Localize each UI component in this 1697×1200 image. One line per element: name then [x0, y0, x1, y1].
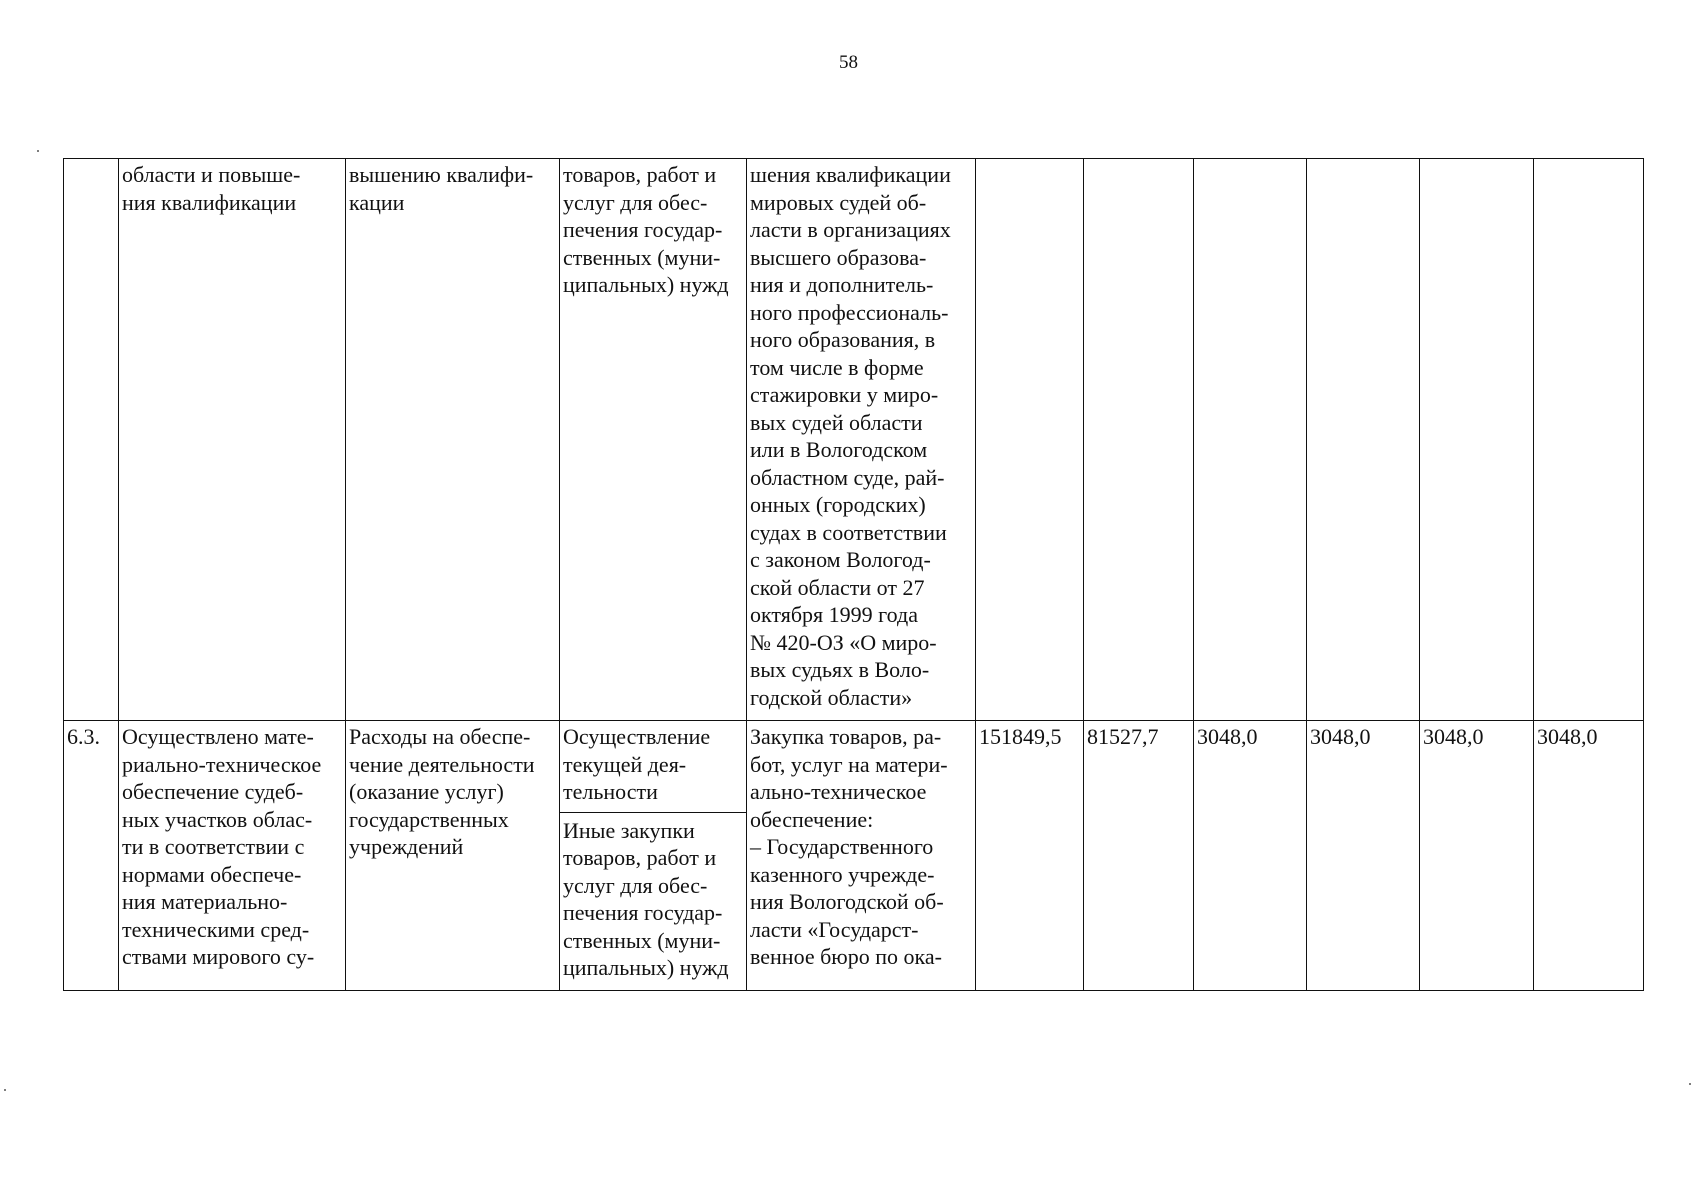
table-row [64, 721, 1644, 991]
value-cell: 81527,7 [1084, 721, 1194, 991]
expense-type-cell: Расходы на обеспе- чение деятельности (оказание услуг) государственных учреждений [346, 721, 560, 991]
activity-cell: товаров, работ и услуг для обес- печения государ- ственных (муни- ципальных) нужд [560, 159, 747, 721]
activity-cell [560, 721, 747, 991]
value-cell [976, 159, 1084, 721]
description-cell: Закупка товаров, ра- бот, услуг на матери- ально-техническое обеспечение: – Государственного казенного учрежде- ния Вологодской об- ласти «Государст- венное бюро по ока- [747, 721, 976, 991]
budget-table [63, 158, 1644, 991]
description-cell: шения квалификации мировых судей об- ласти в организациях высшего образова- ния и дополнитель- ного профессиональ- ного образования, в том числе в форме стажировки у миро- вых судей области или в Вологодском областном суде, рай- онных (городских) судах в соответствии с законом Вологод- ской области от 27 октября 1999 года № 420-ОЗ «О миро- вых судьях в Воло- годской области» [747, 159, 976, 721]
value-cell [1194, 159, 1307, 721]
expense-type-cell: вышению квалифи- кации [346, 159, 560, 721]
page-number: 58 [839, 52, 858, 73]
row-number-cell [64, 159, 119, 721]
value-cell [1307, 159, 1420, 721]
value-cell: 3048,0 [1420, 721, 1534, 991]
scan-speck [1689, 1083, 1691, 1085]
scan-speck [37, 150, 39, 152]
table-row [64, 159, 1644, 721]
value-cell: 151849,5 [976, 721, 1084, 991]
value-cell [1534, 159, 1644, 721]
value-cell: 3048,0 [1307, 721, 1420, 991]
scan-speck [4, 1089, 6, 1091]
value-cell: 3048,0 [1534, 721, 1644, 991]
result-cell: Осуществлено мате- риально-техническое обеспечение судеб- ных участков облас- ти в соответствии с нормами обеспече- ния материально- техническими сред- ствами мирового су- [119, 721, 346, 991]
value-cell [1084, 159, 1194, 721]
activity-sub-text: Иные закупки товаров, работ и услуг для обес- печения государ- ственных (муни- ципальных) нужд [560, 812, 746, 982]
activity-main-text: Осуществление текущей дея- тельности [563, 724, 711, 804]
value-cell: 3048,0 [1194, 721, 1307, 991]
result-cell: области и повыше- ния квалификации [119, 159, 346, 721]
value-cell [1420, 159, 1534, 721]
row-number-cell: 6.3. [64, 721, 119, 991]
